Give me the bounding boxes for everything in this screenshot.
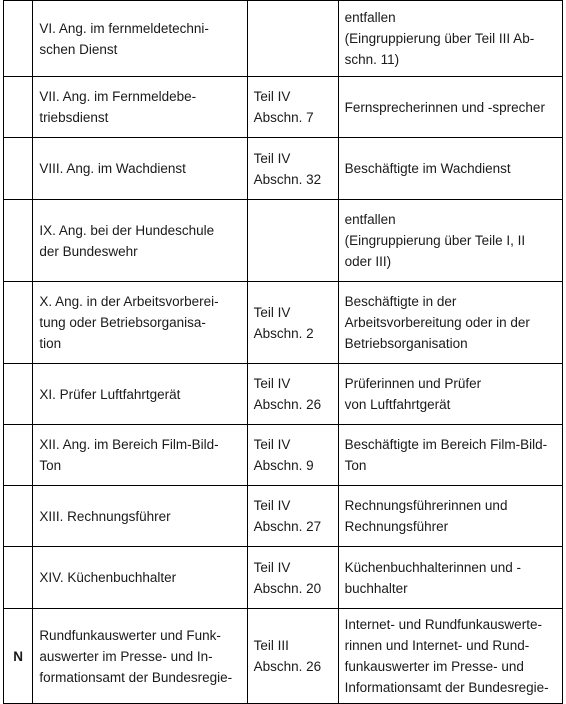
category-cell: VIII. Ang. im Wachdienst <box>33 138 247 200</box>
group-cell <box>4 1 33 77</box>
assignment-cell: Küchenbuchhalterinnen und - buchhalter <box>338 547 562 609</box>
group-cell <box>4 77 33 138</box>
table-row <box>4 609 563 704</box>
category-cell: IX. Ang. bei der Hundeschule der Bundeswehr <box>33 200 247 282</box>
reference-cell: Teil III Abschn. 26 <box>247 609 338 704</box>
category-cell: XIII. Rechnungsführer <box>33 486 247 547</box>
table-row <box>4 282 563 364</box>
table-row <box>4 77 563 138</box>
group-cell <box>4 547 33 609</box>
classification-table <box>3 0 563 704</box>
table-row <box>4 364 563 425</box>
reference-cell: Teil IV Abschn. 26 <box>247 364 338 425</box>
reference-cell: Teil IV Abschn. 27 <box>247 486 338 547</box>
table-row <box>4 1 563 77</box>
group-cell: N <box>4 609 33 704</box>
category-cell: XIV. Küchenbuchhalter <box>33 547 247 609</box>
category-cell: XII. Ang. im Bereich Film-Bild- Ton <box>33 425 247 486</box>
category-cell: VI. Ang. im fernmeldetechni- schen Dienst <box>33 1 247 77</box>
assignment-cell: entfallen (Eingruppierung über Teile I, II oder III) <box>338 200 562 282</box>
reference-cell: Teil IV Abschn. 9 <box>247 425 338 486</box>
assignment-cell: entfallen (Eingruppierung über Teil III Ab- schn. 11) <box>338 1 562 77</box>
category-cell: XI. Prüfer Luftfahrtgerät <box>33 364 247 425</box>
table-row <box>4 547 563 609</box>
group-cell <box>4 425 33 486</box>
reference-cell: Teil IV Abschn. 2 <box>247 282 338 364</box>
group-cell <box>4 138 33 200</box>
category-cell: VII. Ang. im Fernmeldebe- triebsdienst <box>33 77 247 138</box>
assignment-cell: Fernsprecherinnen und -sprecher <box>338 77 562 138</box>
reference-cell <box>247 1 338 77</box>
reference-cell: Teil IV Abschn. 20 <box>247 547 338 609</box>
category-cell: Rundfunkauswerter und Funk- auswerter im Presse- und In- formationsamt der Bundesregie- <box>33 609 247 704</box>
category-cell: X. Ang. in der Arbeitsvorberei- tung oder Betriebsorganisa- tion <box>33 282 247 364</box>
reference-cell: Teil IV Abschn. 32 <box>247 138 338 200</box>
assignment-cell: Internet- und Rundfunkauswerte- rinnen und Internet- und Rund- funkauswerter im Presse- und Informationsamt der Bundesregie- <box>338 609 562 704</box>
assignment-cell: Beschäftigte im Wachdienst <box>338 138 562 200</box>
assignment-cell: Rechnungsführerinnen und Rechnungsführer <box>338 486 562 547</box>
group-cell <box>4 200 33 282</box>
table-row <box>4 200 563 282</box>
group-cell <box>4 486 33 547</box>
table-row <box>4 486 563 547</box>
table-row <box>4 138 563 200</box>
assignment-cell: Beschäftigte im Bereich Film-Bild- Ton <box>338 425 562 486</box>
reference-cell: Teil IV Abschn. 7 <box>247 77 338 138</box>
assignment-cell: Prüferinnen und Prüfer von Luftfahrtgerät <box>338 364 562 425</box>
reference-cell <box>247 200 338 282</box>
group-cell <box>4 282 33 364</box>
assignment-cell: Beschäftigte in der Arbeitsvorbereitung oder in der Betriebsorganisation <box>338 282 562 364</box>
group-cell <box>4 364 33 425</box>
table-row <box>4 425 563 486</box>
